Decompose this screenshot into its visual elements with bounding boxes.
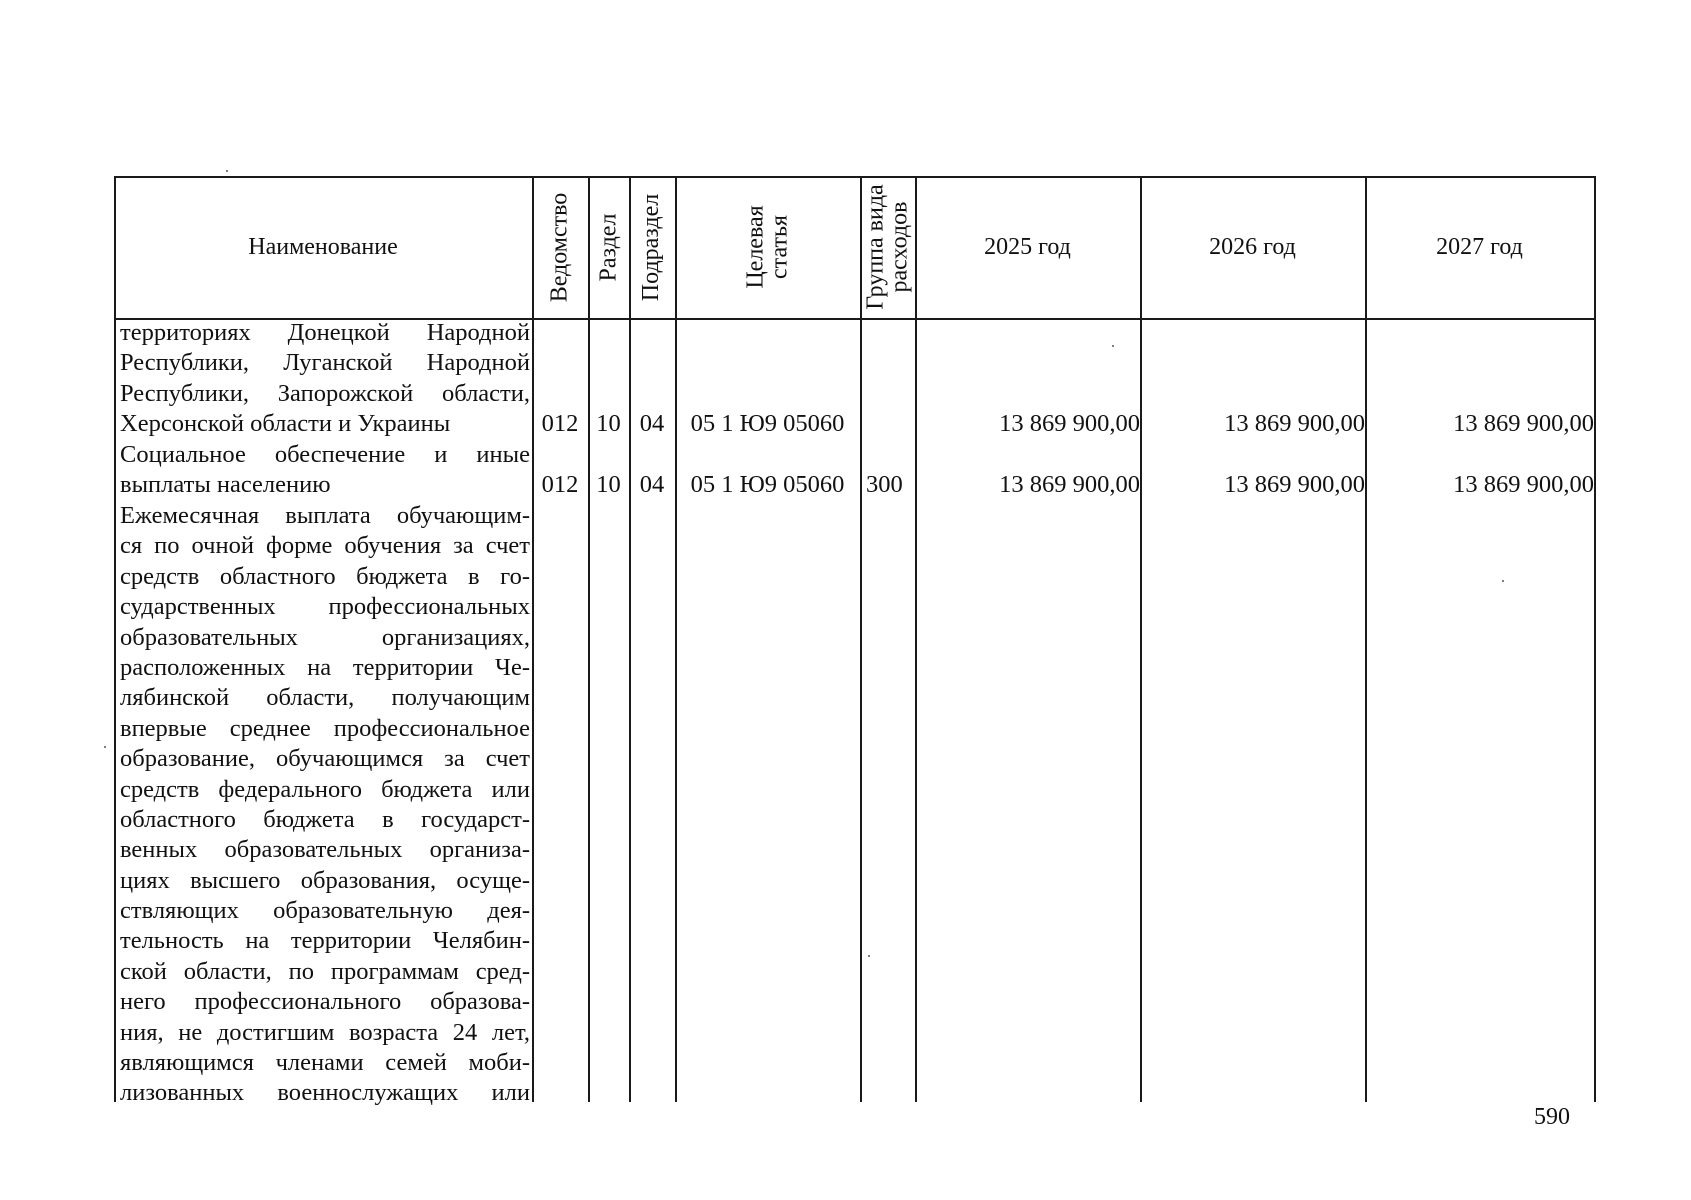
table-border-right (1594, 176, 1596, 1102)
header-expense-group-label (864, 184, 912, 309)
row2-expense-group: 300 (866, 471, 903, 498)
name-line: циях высшего образования, осуще- (120, 866, 530, 894)
row2-year-2025: 13 869 900,00 (999, 471, 1140, 498)
name-line: лябинской области, получающим (120, 684, 530, 712)
header-target-article-line1: Целевая (742, 205, 769, 289)
row2-target-article: 05 1 Ю9 05060 (690, 471, 845, 498)
row1-target-article: 05 1 Ю9 05060 (690, 410, 845, 437)
row2-subsection: 04 (639, 471, 665, 498)
header-year-2027 (1365, 176, 1594, 318)
header-department-label: Ведомство (546, 192, 573, 302)
header-year-2026 (1140, 176, 1365, 318)
name-line: тельность на территории Челябин- (120, 927, 530, 955)
name-line: него профессионального образова- (120, 988, 530, 1016)
row2-department: 012 (541, 471, 579, 498)
table-row-name (120, 501, 530, 1109)
name-line: сударственных профессиональных (120, 593, 530, 621)
scan-speck (104, 746, 106, 748)
scan-speck (868, 955, 870, 957)
header-target-article-line2: статья (766, 215, 793, 279)
name-line: расположенных на территории Че- (120, 653, 530, 681)
header-target-article (675, 176, 860, 318)
name-line: средств федерального бюджета или (120, 775, 530, 803)
row1-section: 10 (596, 410, 621, 437)
header-name-label: Наименование (248, 233, 398, 260)
header-section (588, 176, 629, 318)
name-line: Херсонской области и Украины (120, 410, 451, 438)
name-line: образовательных организациях, (120, 623, 530, 651)
header-subsection (629, 176, 675, 318)
header-section-label: Раздел (595, 213, 622, 281)
row1-year-2027: 13 869 900,00 (1453, 410, 1594, 437)
name-line: Социальное обеспечение и иные (120, 441, 530, 468)
name-line: средств областного бюджета в го- (120, 562, 530, 590)
row1-year-2026: 13 869 900,00 (1224, 410, 1365, 437)
name-line: областного бюджета в государст- (120, 805, 530, 833)
name-line: ния, не достигшим возраста 24 лет, (120, 1018, 530, 1046)
header-target-article-label (743, 205, 791, 288)
name-line: выплаты населению (120, 471, 331, 499)
header-subsection-label: Подраздел (638, 193, 665, 301)
scan-speck (1502, 580, 1504, 582)
table-row-name (120, 318, 530, 440)
header-year-2027-label: 2027 год (1436, 233, 1523, 260)
table-row-name (120, 440, 530, 501)
name-line: ской области, по программам сред- (120, 957, 530, 985)
name-line: Республики, Луганской Народной (120, 349, 530, 377)
scan-speck (1112, 345, 1114, 347)
header-expense-group (860, 176, 915, 318)
header-expense-group-line2: расходов (886, 201, 913, 293)
budget-table (114, 176, 1596, 1107)
header-department (532, 176, 588, 318)
name-line: являющимся членами семей моби- (120, 1049, 530, 1077)
row1-department: 012 (541, 410, 579, 437)
row2-year-2026: 13 869 900,00 (1224, 471, 1365, 498)
name-line: впервые среднее профессиональное (120, 714, 530, 742)
scan-speck (226, 170, 228, 172)
name-line: лизованных военнослужащих или (120, 1079, 530, 1107)
name-line: ствляющих образовательную дея- (120, 897, 530, 925)
row2-section: 10 (596, 471, 621, 498)
name-line: территориях Донецкой Народной (120, 319, 530, 346)
name-line: венных образовательных организа- (120, 836, 530, 864)
name-line: Республики, Запорожской области, (120, 379, 530, 407)
header-year-2025-label: 2025 год (984, 233, 1071, 260)
name-line: Ежемесячная выплата обучающим- (120, 502, 530, 529)
header-year-2025 (915, 176, 1140, 318)
row2-year-2027: 13 869 900,00 (1453, 471, 1594, 498)
row1-subsection: 04 (639, 410, 665, 437)
name-line: ся по очной форме обучения за счет (120, 532, 530, 560)
page-number: 590 (1534, 1104, 1570, 1130)
row1-year-2025: 13 869 900,00 (999, 410, 1140, 437)
header-name (114, 176, 532, 318)
header-expense-group-line1: Группа вида (862, 184, 889, 310)
name-line: образование, обучающимся за счет (120, 745, 530, 773)
header-year-2026-label: 2026 год (1209, 233, 1296, 260)
